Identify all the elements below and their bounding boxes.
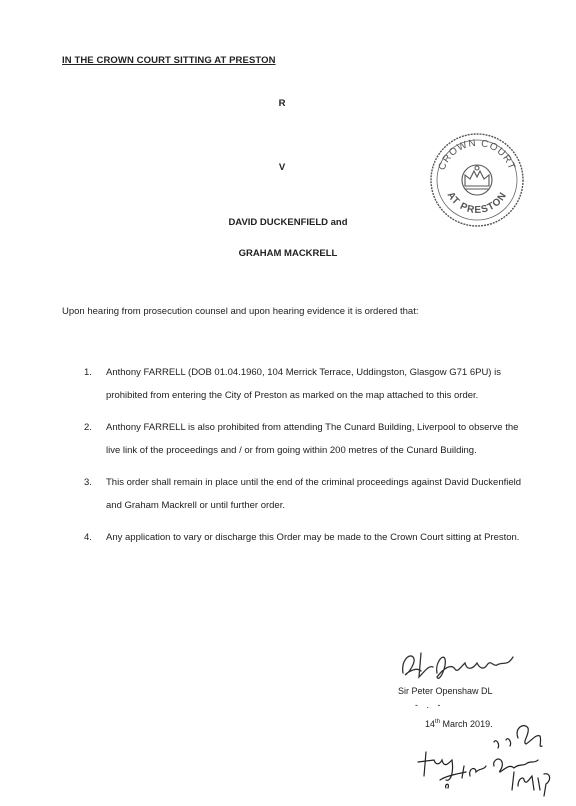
certification-text: A true copy. Officer of the Crown Court 14/iii/19: [410, 720, 431, 721]
handwritten-certification: [410, 720, 560, 800]
order-text: Any application to vary or discharge this Order may be made to the Crown Court sitting at Preston.: [106, 532, 520, 543]
court-heading: IN THE CROWN COURT SITTING AT PRESTON: [62, 55, 276, 66]
order-number: 2.: [84, 422, 92, 433]
order-preamble: Upon hearing from prosecution counsel and upon hearing evidence it is ordered that:: [62, 306, 419, 317]
order-number: 4.: [84, 532, 92, 543]
svg-text:AT PRESTON: [445, 190, 510, 216]
signature-dots: - . -: [415, 700, 444, 710]
judge-signature: [395, 643, 525, 685]
order-text: This order shall remain in place until the end of the criminal proceedings against David Duckenfield and Graham Mackrell or until further order.: [106, 477, 522, 511]
regina-letter: R: [278, 98, 286, 109]
order-item: [84, 527, 524, 550]
date-rest: March 2019.: [442, 719, 493, 729]
date-day: 14: [425, 719, 436, 729]
judge-name: Sir Peter Openshaw DL: [398, 686, 493, 696]
order-text: Anthony FARRELL (DOB 01.04.1960, 104 Merrick Terrace, Uddingston, Glasgow G71 6PU) is prohibited from entering the City of Preston as marked on the map attached to this order.: [106, 367, 501, 401]
order-number: 1.: [84, 367, 92, 378]
order-text: Anthony FARRELL is also prohibited from attending The Cunard Building, Liverpool to observe the live link of the proceedings and / or from going within 200 metres of the Cunard Building.: [106, 422, 519, 456]
defendant-name-2: GRAHAM MACKRELL: [238, 248, 338, 259]
versus-letter: V: [278, 162, 286, 173]
crown-icon: [462, 165, 492, 195]
date-suffix: th: [435, 719, 441, 725]
order-item: [84, 417, 524, 462]
order-number: 3.: [84, 477, 92, 488]
order-item: [84, 472, 524, 517]
order-item: [84, 362, 524, 407]
seal-bottom-text: AT PRESTON: [444, 190, 510, 217]
order-list: [84, 362, 524, 560]
seal-top-text: CROWN COURT: [436, 137, 518, 172]
defendant-name-1: DAVID DUCKENFIELD and: [228, 217, 348, 228]
